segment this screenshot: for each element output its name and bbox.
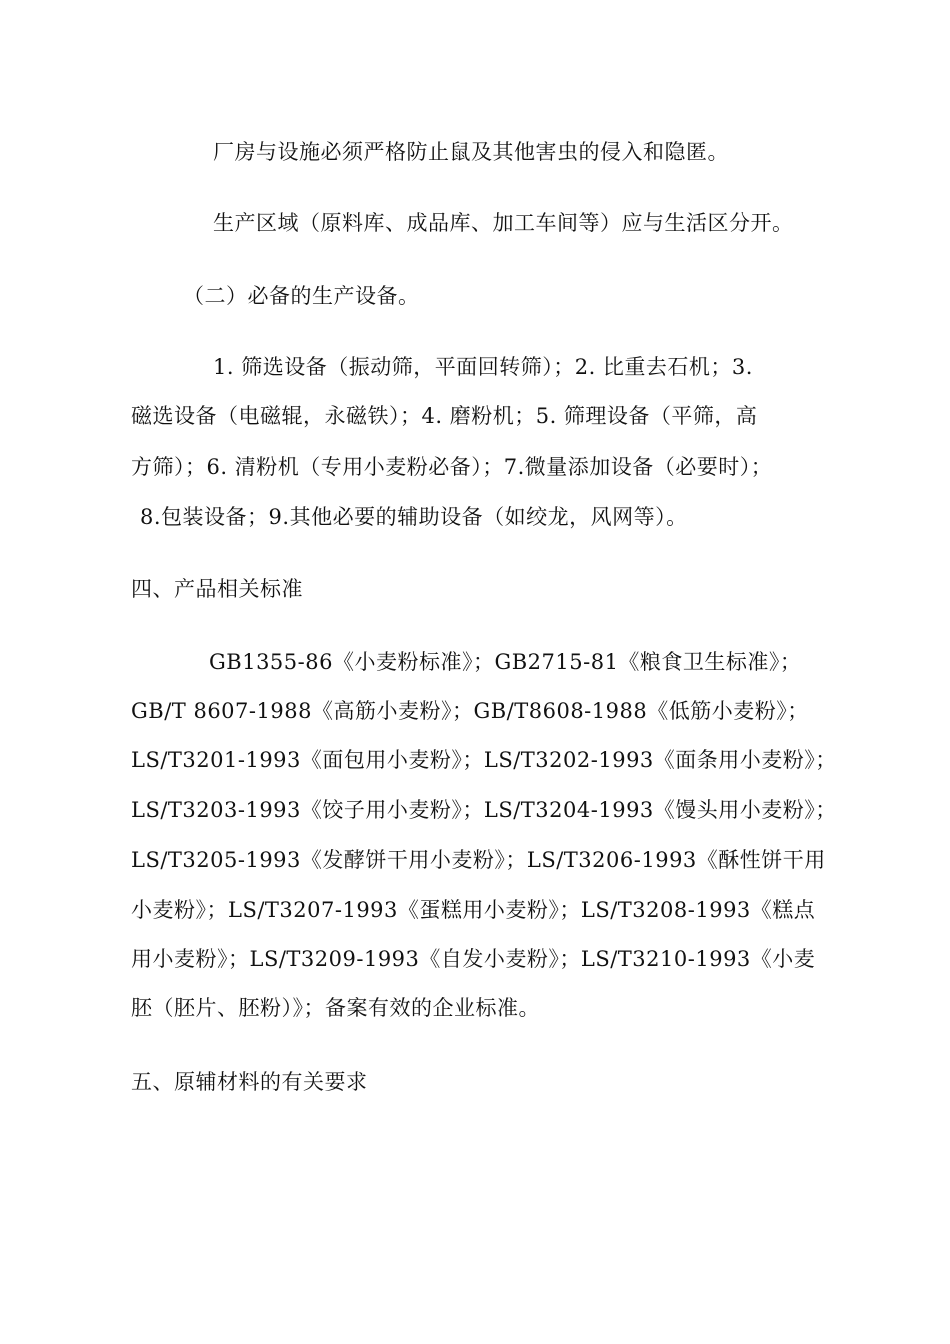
equipment-list-line-1: 1. 筛选设备（振动筛，平面回转筛）；2. 比重去石机；3. bbox=[213, 355, 753, 379]
standards-line-6: 小麦粉》；LS/T3207-1993《蛋糕用小麦粉》；LS/T3208-1993《糕点 bbox=[131, 898, 816, 922]
section-heading-standards: 四、产品相关标准 bbox=[131, 577, 303, 601]
standards-line-2: GB/T 8607-1988《高筋小麦粉》；GB/T8608-1988《低筋小麦粉》； bbox=[131, 699, 809, 723]
standards-line-1: GB1355-86《小麦粉标准》；GB2715-81《粮食卫生标准》； bbox=[209, 650, 802, 674]
standards-line-5: LS/T3205-1993《发酵饼干用小麦粉》；LS/T3206-1993《酥性饼干用 bbox=[131, 848, 826, 872]
paragraph-area-separation: 生产区域（原料库、成品库、加工车间等）应与生活区分开。 bbox=[213, 211, 794, 235]
standards-line-7: 用小麦粉》；LS/T3209-1993《自发小麦粉》；LS/T3210-1993《小麦 bbox=[131, 947, 816, 971]
standards-line-4: LS/T3203-1993《饺子用小麦粉》；LS/T3204-1993《馒头用小麦粉》； bbox=[131, 798, 837, 822]
equipment-list-line-2: 磁选设备（电磁辊，永磁铁）；4. 磨粉机；5. 筛理设备（平筛，高 bbox=[131, 404, 758, 428]
equipment-list-line-4: 8.包装设备；9.其他必要的辅助设备（如绞龙，风网等）。 bbox=[140, 505, 688, 529]
standards-line-8: 胚（胚片、胚粉）》；备案有效的企业标准。 bbox=[131, 996, 540, 1020]
standards-line-3: LS/T3201-1993《面包用小麦粉》；LS/T3202-1993《面条用小麦粉》； bbox=[131, 748, 837, 772]
paragraph-pest-control: 厂房与设施必须严格防止鼠及其他害虫的侵入和隐匿。 bbox=[213, 140, 729, 164]
section-heading-materials: 五、原辅材料的有关要求 bbox=[131, 1070, 368, 1094]
equipment-list-line-3: 方筛）；6. 清粉机（专用小麦粉必备）；7.微量添加设备（必要时）； bbox=[131, 455, 773, 479]
subsection-heading-equipment: （二）必备的生产设备。 bbox=[183, 284, 420, 308]
